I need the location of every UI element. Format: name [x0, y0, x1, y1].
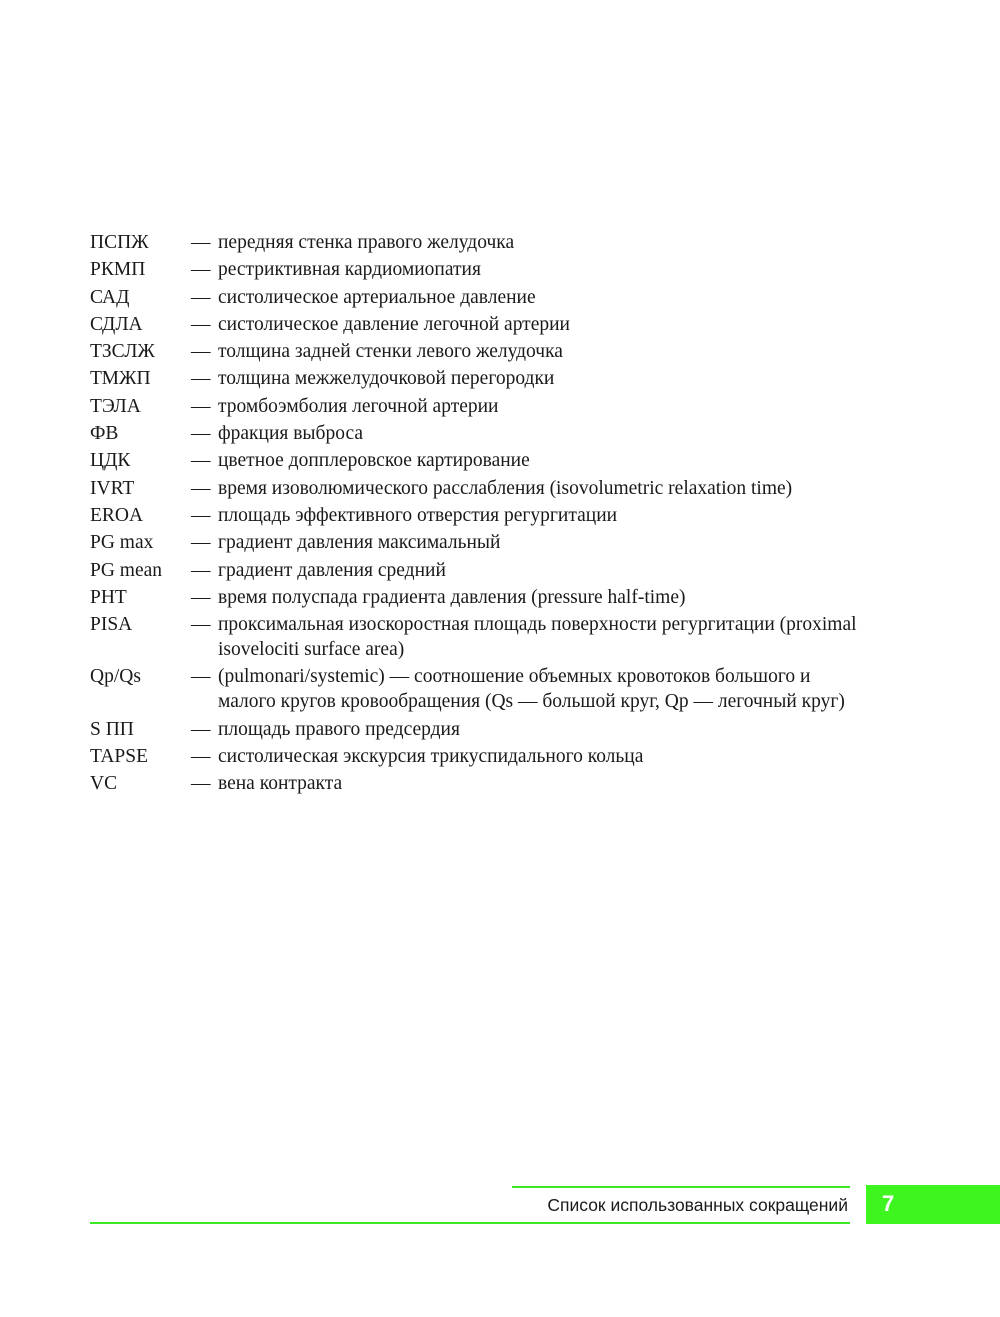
- abbreviation-definition: градиент давления максимальный: [218, 532, 501, 554]
- abbreviation-dash: —: [191, 232, 211, 253]
- abbreviation-dash: —: [191, 718, 211, 740]
- abbreviation-row: [90, 312, 860, 337]
- abbreviation-row: [90, 585, 860, 610]
- abbreviation-dash: —: [191, 746, 211, 768]
- abbreviation-definition: время полуспада градиента давления (pressure half-time): [218, 586, 686, 608]
- abbreviation-term: САД: [90, 286, 130, 308]
- abbreviation-row: [90, 530, 860, 555]
- abbreviation-dash: —: [191, 477, 211, 499]
- abbreviation-term: ТЗСЛЖ: [90, 341, 155, 363]
- abbreviation-term: EROA: [90, 504, 144, 526]
- abbreviation-term: ПСПЖ: [90, 232, 149, 253]
- abbreviation-dash: —: [191, 586, 211, 608]
- abbreviation-definition: систолическая экскурсия трикуспидального кольца: [218, 746, 644, 768]
- abbreviation-term: СДЛА: [90, 313, 143, 335]
- abbreviation-definition: площадь правого предсердия: [218, 718, 460, 740]
- footer-divider-top: [512, 1186, 850, 1188]
- abbreviation-term: TAPSE: [90, 746, 149, 768]
- abbreviation-row: [90, 664, 860, 714]
- abbreviation-dash: —: [191, 395, 211, 417]
- abbreviation-row: [90, 717, 860, 742]
- abbreviation-definition: систолическое артериальное давление: [218, 286, 536, 308]
- abbreviation-term: ТМЖП: [90, 368, 151, 390]
- abbreviation-term: PG mean: [90, 559, 163, 581]
- abbreviation-definition: передняя стенка правого желудочка: [218, 232, 515, 253]
- abbreviation-dash: —: [191, 423, 211, 445]
- abbreviation-term: PISA: [90, 614, 133, 636]
- abbreviation-row: [90, 503, 860, 528]
- abbreviation-dash: —: [191, 341, 211, 363]
- abbreviation-definition: толщина межжелудочковой перегородки: [218, 368, 555, 390]
- abbreviation-row: [90, 771, 860, 796]
- abbreviation-definition: систолическое давление легочной артерии: [218, 313, 570, 335]
- abbreviation-definition: фракция выброса: [218, 423, 363, 445]
- abbreviation-dash: —: [191, 259, 211, 281]
- abbreviation-dash: —: [191, 286, 211, 308]
- abbreviation-row: [90, 612, 860, 662]
- abbreviation-term: ФВ: [90, 423, 119, 445]
- abbreviation-term: IVRT: [90, 477, 135, 499]
- page-number: 7: [882, 1191, 895, 1216]
- abbreviation-row: [90, 476, 860, 501]
- abbreviation-row: [90, 285, 860, 310]
- abbreviation-list: [90, 230, 860, 799]
- abbreviation-dash: —: [191, 532, 211, 554]
- abbreviation-dash: —: [191, 773, 211, 795]
- abbreviation-row: [90, 257, 860, 282]
- footer-section-title: Список использованных сокращений: [547, 1195, 848, 1215]
- abbreviation-row: [90, 366, 860, 391]
- abbreviation-definition: проксимальная изоскоростная площадь поверхности регургитации (proximal isovelociti surface area): [218, 614, 857, 661]
- abbreviation-dash: —: [191, 450, 211, 472]
- abbreviation-dash: —: [191, 313, 211, 335]
- abbreviation-dash: —: [191, 614, 211, 636]
- abbreviation-definition: толщина задней стенки левого желудочка: [218, 341, 563, 363]
- abbreviation-term: PHT: [90, 586, 127, 608]
- abbreviation-term: ЦДК: [90, 450, 131, 472]
- footer-divider-bottom: [90, 1222, 850, 1224]
- abbreviation-definition: площадь эффективного отверстия регургитации: [218, 504, 618, 526]
- abbreviation-definition: градиент давления средний: [218, 559, 446, 581]
- abbreviation-definition: вена контракта: [218, 773, 343, 795]
- abbreviation-dash: —: [191, 368, 211, 390]
- abbreviation-row: [90, 339, 860, 364]
- abbreviation-term: Qp/Qs: [90, 666, 141, 688]
- abbreviation-row: [90, 230, 860, 255]
- abbreviation-term: VC: [90, 773, 118, 795]
- abbreviation-term: S ПП: [90, 718, 134, 740]
- abbreviation-term: PG max: [90, 532, 154, 554]
- abbreviation-definition: тромбоэмболия легочной артерии: [218, 395, 499, 417]
- abbreviation-term: ТЭЛА: [90, 395, 141, 417]
- abbreviation-row: [90, 394, 860, 419]
- page-number-badge: [866, 1185, 1000, 1224]
- abbreviation-definition: цветное допплеровское картирование: [218, 450, 530, 472]
- abbreviation-definition: (pulmonari/systemic) — соотношение объемных кровотоков большого и малого кругов кровообращения (Qs — большой круг, Qp — легочный круг): [218, 666, 845, 713]
- abbreviation-term: РКМП: [90, 259, 146, 281]
- abbreviation-row: [90, 448, 860, 473]
- abbreviation-dash: —: [191, 504, 211, 526]
- abbreviation-definition: время изоволюмического расслабления (isovolumetric relaxation time): [218, 477, 793, 499]
- abbreviation-row: [90, 744, 860, 769]
- abbreviation-dash: —: [191, 666, 211, 688]
- abbreviation-row: [90, 421, 860, 446]
- abbreviation-definition: рестриктивная кардиомиопатия: [218, 259, 481, 281]
- abbreviation-row: [90, 558, 860, 583]
- abbreviation-dash: —: [191, 559, 211, 581]
